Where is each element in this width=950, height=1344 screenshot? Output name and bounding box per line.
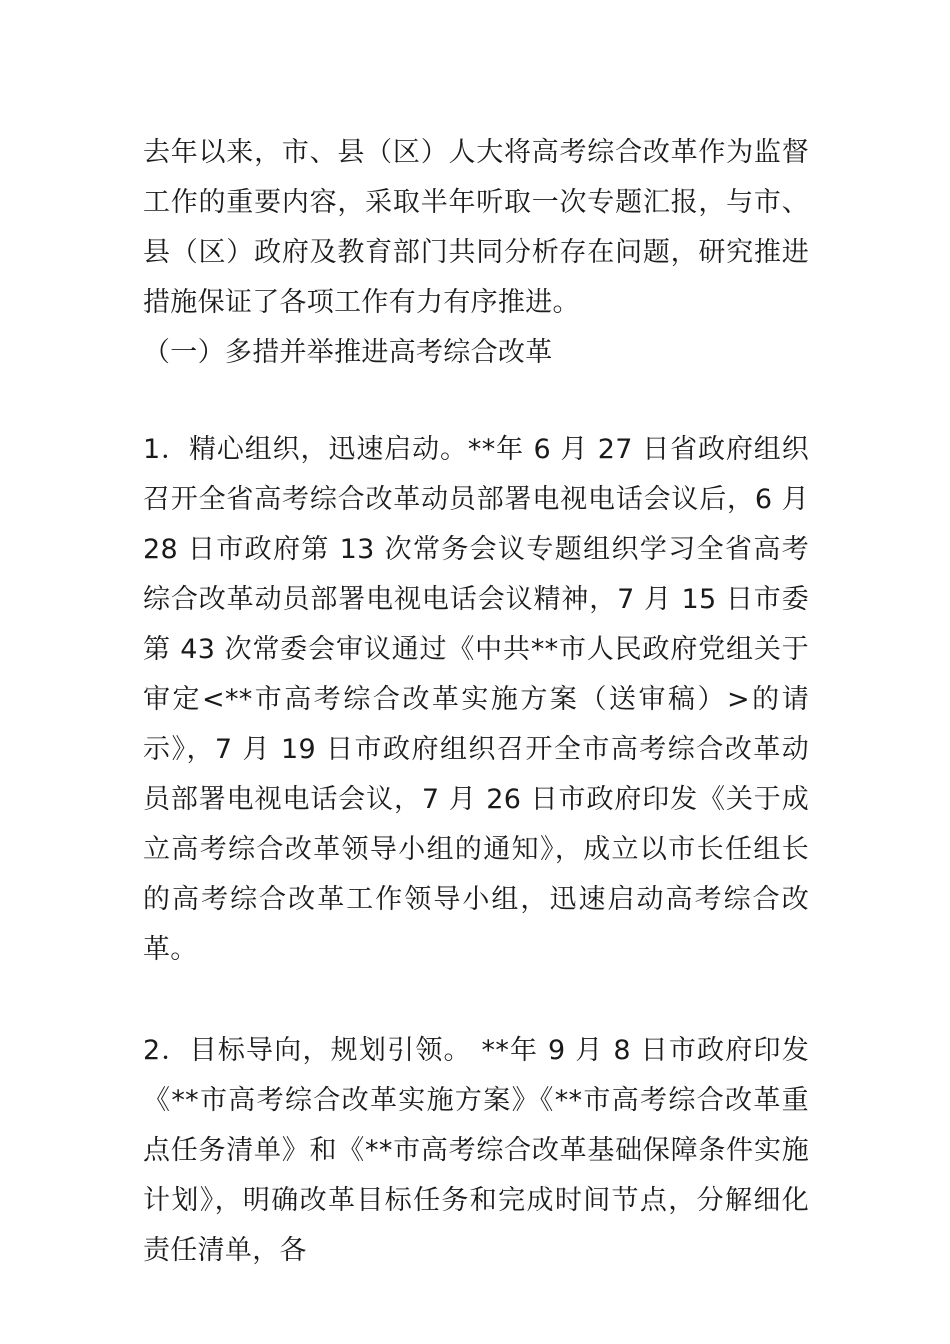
section-heading: （一）多措并举推进高考综合改革	[143, 337, 553, 368]
item-2-paragraph: 2．目标导向，规划引领。 **年 9 月 8 日市政府印发《**市高考综合改革实施方案》《**市高考综合改革重点任务清单》和《**市高考综合改革基础保障条件实施计划》，明确改革目标任务和完成时间节点，分解细化责任清单，各	[143, 1035, 809, 1266]
document-body	[143, 128, 809, 1276]
item-1-paragraph: 1．精心组织，迅速启动。**年 6 月 27 日省政府组织召开全省高考综合改革动员部署电视电话会议后，6 月 28 日市政府第 13 次常务会议专题组织学习全省高考综合改革动员部署电视电话会议精神，7 月 15 日市委第 43 次常委会审议通过《中共**市人民政府党组关于审定<**市高考综合改革实施方案（送审稿）>的请示》，7 月 19 日市政府组织召开全市高考综合改革动员部署电视电话会议，7 月 26 日市政府印发《关于成立高考综合改革领导小组的通知》，成立以市长任组长的高考综合改革工作领导小组，迅速启动高考综合改革。	[143, 434, 809, 965]
intro-paragraph: 去年以来，市、县（区）人大将高考综合改革作为监督工作的重要内容，采取半年听取一次专题汇报，与市、县（区）政府及教育部门共同分析存在问题，研究推进措施保证了各项工作有力有序推进。	[143, 137, 809, 318]
